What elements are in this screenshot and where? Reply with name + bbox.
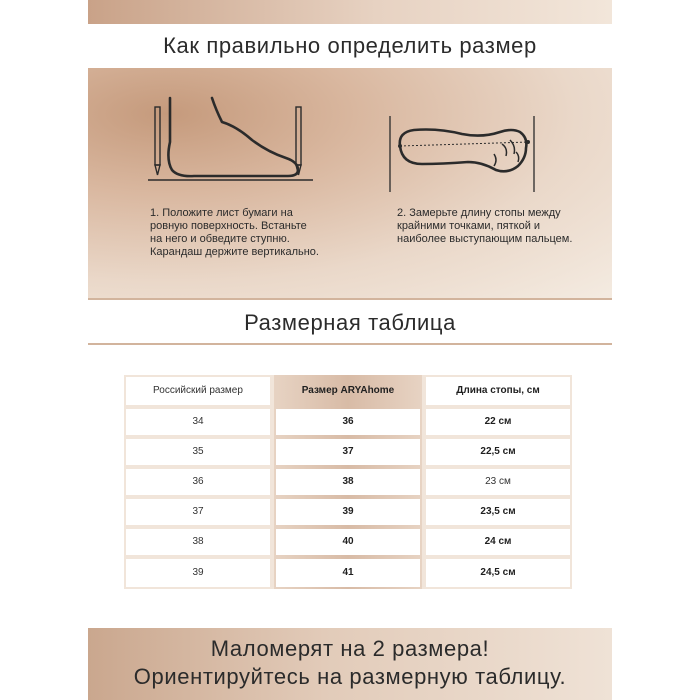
foot-outline <box>168 98 298 176</box>
header-foot-length: Длина стопы, см <box>426 377 570 405</box>
cell-foot-length: 24 см <box>426 529 570 555</box>
header-brand-size: Размер ARYAhome <box>301 385 395 396</box>
cell-brand-size: 41 <box>276 559 420 587</box>
page-title: Как правильно определить размер <box>163 33 537 58</box>
notice-line-1: Маломерят на 2 размера! <box>210 636 490 661</box>
cell-russian-size: 37 <box>126 499 270 525</box>
header-russian-size: Российский размер <box>126 377 270 405</box>
notice-line-2: Ориентируйтесь на размерную таблицу. <box>133 664 567 689</box>
cell-russian-size: 39 <box>126 559 270 587</box>
cell-brand-size: 39 <box>276 499 420 525</box>
size-table-title: Размерная таблица <box>244 310 456 335</box>
cell-foot-length: 23 см <box>426 469 570 495</box>
cell-russian-size: 36 <box>126 469 270 495</box>
cell-foot-length: 22,5 см <box>426 439 570 465</box>
pencil-icon <box>155 107 160 175</box>
cell-russian-size: 38 <box>126 529 270 555</box>
step-1-text: 1. Положите лист бумаги на ровную поверхность. Встаньте на него и обведите ступню. Карандаш держите вертикально. <box>150 207 319 258</box>
cell-brand-size: 40 <box>276 529 420 555</box>
size-table <box>124 375 572 589</box>
divider-line <box>88 298 612 300</box>
cell-foot-length: 24,5 см <box>426 559 570 587</box>
foot-outline-top <box>400 130 527 172</box>
heel-point <box>398 144 402 148</box>
measurement-line <box>400 142 528 146</box>
toe-lines <box>494 140 519 166</box>
foot-top-illustration <box>382 110 542 200</box>
toe-point <box>526 140 530 144</box>
step-2-text: 2. Замерьте длину стопы между крайними точками, пяткой и наиболее выступающим пальцем. <box>397 207 573 245</box>
cell-brand-size: 37 <box>276 439 420 465</box>
cell-brand-size: 38 <box>276 469 420 495</box>
cell-foot-length: 23,5 см <box>426 499 570 525</box>
divider-line <box>88 343 612 345</box>
cell-russian-size: 35 <box>126 439 270 465</box>
foot-side-illustration <box>148 92 318 184</box>
top-decor-band <box>88 0 612 24</box>
cell-foot-length: 22 см <box>426 409 570 435</box>
cell-brand-size: 36 <box>276 409 420 435</box>
cell-russian-size: 34 <box>126 409 270 435</box>
